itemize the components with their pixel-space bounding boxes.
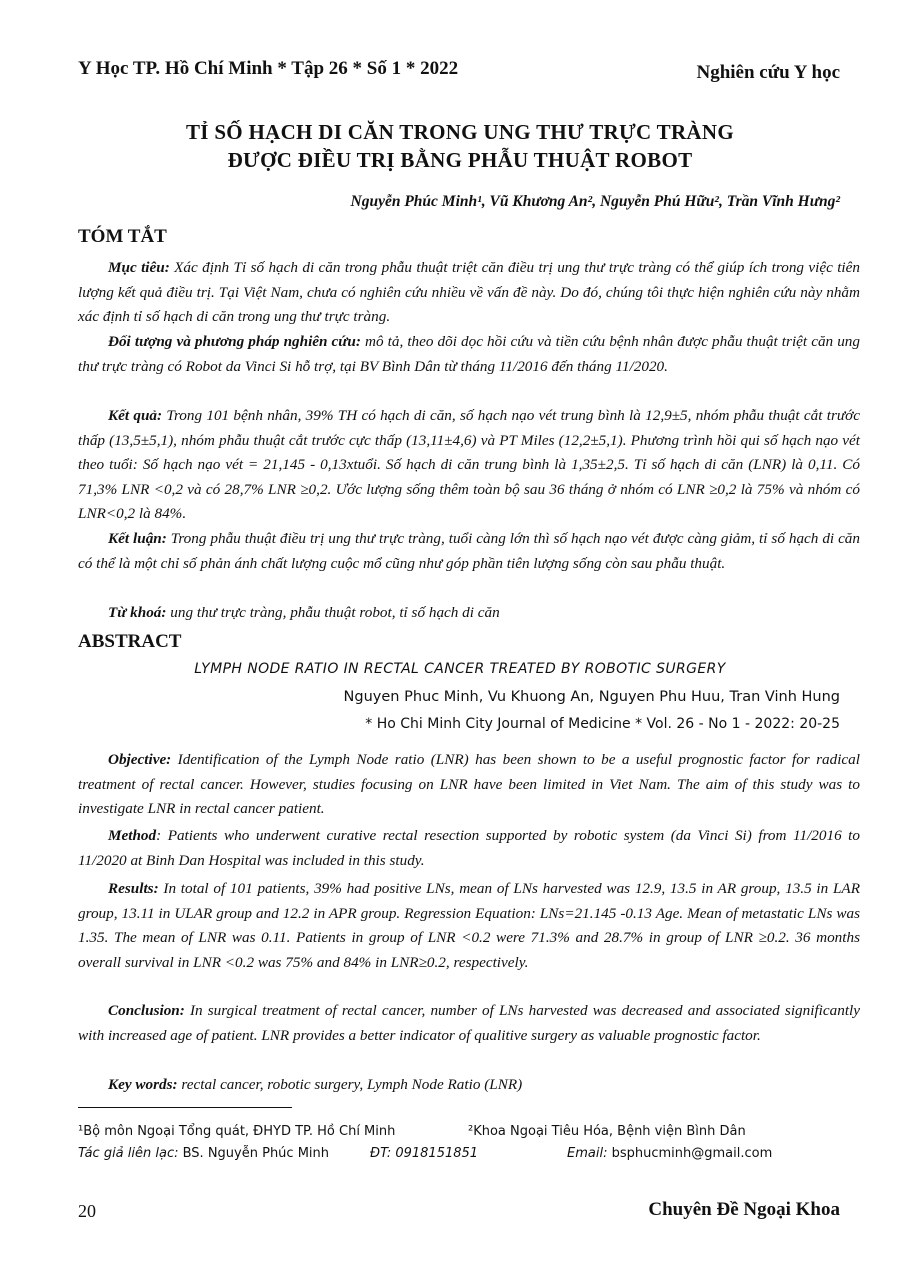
footnote-email <box>567 1146 772 1161</box>
footnote-phone: ĐT: 0918151851 <box>370 1146 479 1161</box>
abstract-method-text: : Patients who underwent curative rectal resection supported by robotic system (da Vinci Si) from 11/2016 to 11/2020 at Binh Dan Hospital was included in this study. <box>78 827 860 869</box>
abstract-results-text: In total of 101 patients, 39% had positive LNs, mean of LNs harvested was 12.9, 13.5 in AR group, 13.5 in LAR group, 13.11 in ULAR group and 12.2 in APR group. Regression Equation: LNs=21.145 -0.13 Age. Mean of metastatic LNs was 1.35. The mean of LNR was 0.11. Patients in group of LNR <0.2 were 71.3% and 28.7% in group of LNR ≥0.2. 36 months overall survival in LNR <0.2 was 75% and 84% in LNR≥0.2, respectively. <box>78 880 860 971</box>
summary-methods-text: mô tả, theo dõi dọc hồi cứu và tiền cứu bệnh nhân được phẫu thuật triệt căn ung thư trực tràng có Robot da Vinci Si hỗ trợ, tại BV Bình Dân từ tháng 11/2016 đến tháng 11/2020. <box>78 333 860 375</box>
summary-results-label: Kết quả: <box>108 407 163 424</box>
page-number: 20 <box>78 1201 96 1221</box>
summary-objective-text: Xác định Tỉ số hạch di căn trong phẫu thuật triệt căn điều trị ung thư trực tràng có thể giúp ích trong việc tiên lượng kết quả điều trị. Tại Việt Nam, chưa có nghiên cứu nhiều về vấn đề này. Do đó, chúng tôi thực hiện nghiên cứu này nhằm xác định tỉ số hạch di căn trong ung thư trực tràng. <box>78 259 860 325</box>
footnote-affiliation-1: ¹Bộ môn Ngoại Tổng quát, ĐHYD TP. Hồ Chí Minh <box>78 1124 396 1139</box>
summary-conclusion-label: Kết luận: <box>108 530 167 547</box>
article-title-line-2: ĐƯỢC ĐIỀU TRỊ BẰNG PHẪU THUẬT ROBOT <box>227 148 693 172</box>
abstract-method-label: Method <box>108 827 157 844</box>
summary-methods <box>78 330 860 379</box>
summary-keywords <box>78 601 860 626</box>
footnote-contact <box>78 1146 329 1161</box>
abstract-results-label: Results: <box>108 880 159 897</box>
summary-conclusion <box>78 527 860 576</box>
summary-conclusion-text: Trong phẫu thuật điều trị ung thư trực tràng, tuổi càng lớn thì số hạch nạo vét được càng giảm, tỉ số hạch di căn có thể là một chỉ số phản ánh chất lượng cuộc mổ cũng như góp phần tiên lượng sống còn sau phẫu thuật. <box>78 530 860 572</box>
summary-methods-label: Đối tượng và phương pháp nghiên cứu: <box>108 333 361 350</box>
footnote-divider <box>78 1107 292 1108</box>
abstract-conclusion-text: In surgical treatment of rectal cancer, number of LNs harvested was decreased and associated significantly with increased age of patient. LNR provides a better indicator of qualitive surgery as valuable prognostic factor. <box>78 1002 860 1044</box>
summary-keywords-text: ung thư trực tràng, phẫu thuật robot, tỉ số hạch di căn <box>166 604 500 621</box>
article-title-line-1: TỈ SỐ HẠCH DI CĂN TRONG UNG THƯ TRỰC TRÀNG <box>186 120 734 144</box>
journal-citation: * Ho Chi Minh City Journal of Medicine * Vol. 26 - No 1 - 2022: 20-25 <box>365 716 840 732</box>
issue-title: Chuyên Đề Ngoại Khoa <box>648 1199 840 1220</box>
contact-label: Tác giả liên lạc: <box>78 1146 179 1161</box>
abstract-title: LYMPH NODE RATIO IN RECTAL CANCER TREATED BY ROBOTIC SURGERY <box>194 661 726 677</box>
abstract-objective-text: Identification of the Lymph Node ratio (LNR) has been shown to be a useful prognostic factor for radical treatment of rectal cancer. However, studies focusing on LNR have been limited in Viet Nam. The aim of this study was to investigate LNR in rectal cancer patient. <box>78 751 860 817</box>
contact-name: BS. Nguyễn Phúc Minh <box>178 1146 330 1161</box>
summary-heading: TÓM TẮT <box>78 226 167 247</box>
abstract-keywords-label: Key words: <box>108 1076 178 1093</box>
email-address[interactable]: bsphucminh@gmail.com <box>607 1146 773 1161</box>
abstract-objective <box>78 748 860 822</box>
summary-results-text: Trong 101 bệnh nhân, 39% TH có hạch di căn, số hạch nạo vét trung bình là 12,9±5, nhóm phẫu thuật cắt trước thấp (13,5±5,1), nhóm phẫu thuật cắt trước cực thấp (13,11±4,6) và PT Miles (12,2±5,1). Phương trình hồi qui số hạch nạo vét theo tuổi: Số hạch nạo vét = 21,145 - 0,13xtuổi. Số hạch di căn trung bình là 1,35±2,5. Tỉ số hạch di căn (LNR) là 0,11. Có 71,3% LNR <0,2 và có 28,7% LNR ≥0,2. Ước lượng sống thêm toàn bộ sau 36 tháng ở nhóm có LNR ≥0,2 là 75% và nhóm có LNR<0,2 là 84%. <box>78 407 860 522</box>
abstract-heading: ABSTRACT <box>78 631 182 652</box>
abstract-conclusion <box>78 999 860 1048</box>
journal-header: Y Học TP. Hồ Chí Minh * Tập 26 * Số 1 * 2022 <box>78 58 459 79</box>
abstract-objective-label: Objective: <box>108 751 172 768</box>
abstract-method <box>78 824 860 873</box>
footnote-affiliation-2: ²Khoa Ngoại Tiêu Hóa, Bệnh viện Bình Dân <box>468 1124 746 1139</box>
summary-keywords-label: Từ khoá: <box>108 604 167 621</box>
summary-results <box>78 404 860 527</box>
summary-objective <box>78 256 860 330</box>
summary-objective-label: Mục tiêu: <box>108 259 170 276</box>
authors-vietnamese: Nguyễn Phúc Minh¹, Vũ Khương An², Nguyễn Phú Hữu², Trần Vĩnh Hưng² <box>350 193 840 210</box>
abstract-keywords-text: rectal cancer, robotic surgery, Lymph Node Ratio (LNR) <box>177 1076 523 1093</box>
abstract-keywords <box>78 1073 860 1098</box>
email-label: Email: <box>567 1146 608 1161</box>
abstract-conclusion-label: Conclusion: <box>108 1002 185 1019</box>
abstract-results <box>78 877 860 975</box>
authors-english: Nguyen Phuc Minh, Vu Khuong An, Nguyen Phu Huu, Tran Vinh Hung <box>343 689 840 705</box>
section-header: Nghiên cứu Y học <box>696 62 840 83</box>
